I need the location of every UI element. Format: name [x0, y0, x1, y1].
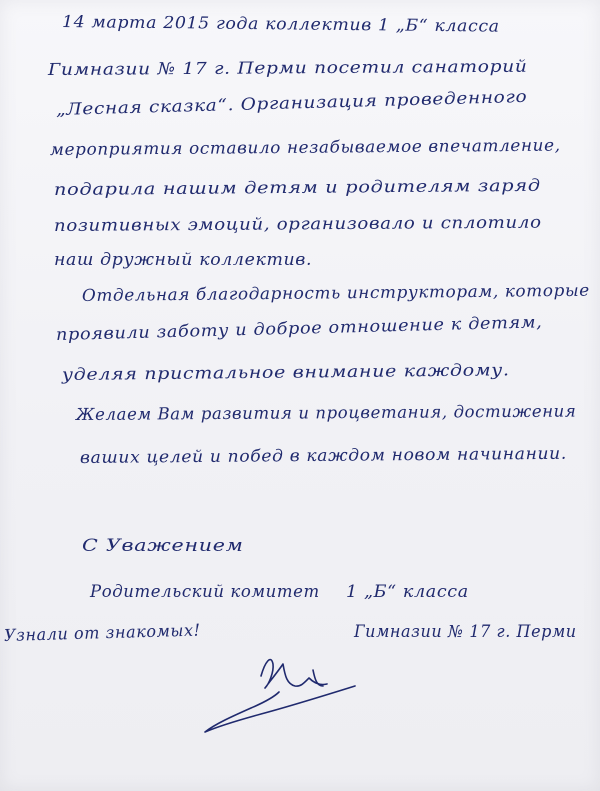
letter-line-2: Гимназии № 17 г. Перми посетил санаторий: [47, 56, 528, 79]
letter-line-3: „Лесная сказка“. Организация проведенного: [55, 86, 528, 119]
letter-line-8: Отдельная благодарность инструкторам, которые: [81, 280, 590, 305]
letter-line-1: 14 марта 2015 года коллектив 1 „Б“ класса: [61, 12, 500, 36]
sender-class: 1 „Б“ класса: [346, 582, 469, 601]
letter-line-6: позитивных эмоций, организовало и сплотило: [53, 212, 542, 235]
closing-greeting: С Уважением: [82, 536, 244, 555]
letter-line-9: проявили заботу и доброе отношение к детям,: [55, 312, 543, 344]
sender-school: Гимназии № 17 г. Перми: [354, 622, 577, 641]
margin-note: Узнали от знакомых!: [3, 620, 201, 645]
signature: [195, 640, 365, 740]
letter-line-5: подарила нашим детям и родителям заряд: [53, 175, 541, 199]
sender-committee: Родительский комитет: [90, 582, 320, 601]
letter-line-7: наш дружный коллектив.: [54, 250, 313, 269]
letter-line-4: мероприятия оставило незабываемое впечатление,: [49, 135, 561, 159]
letter-line-11: Желаем Вам развития и процветания, достижения: [75, 401, 577, 424]
letter-line-12: ваших целей и побед в каждом новом начинании.: [79, 443, 567, 467]
letter-line-10: уделяя пристальное внимание каждому.: [61, 360, 510, 384]
